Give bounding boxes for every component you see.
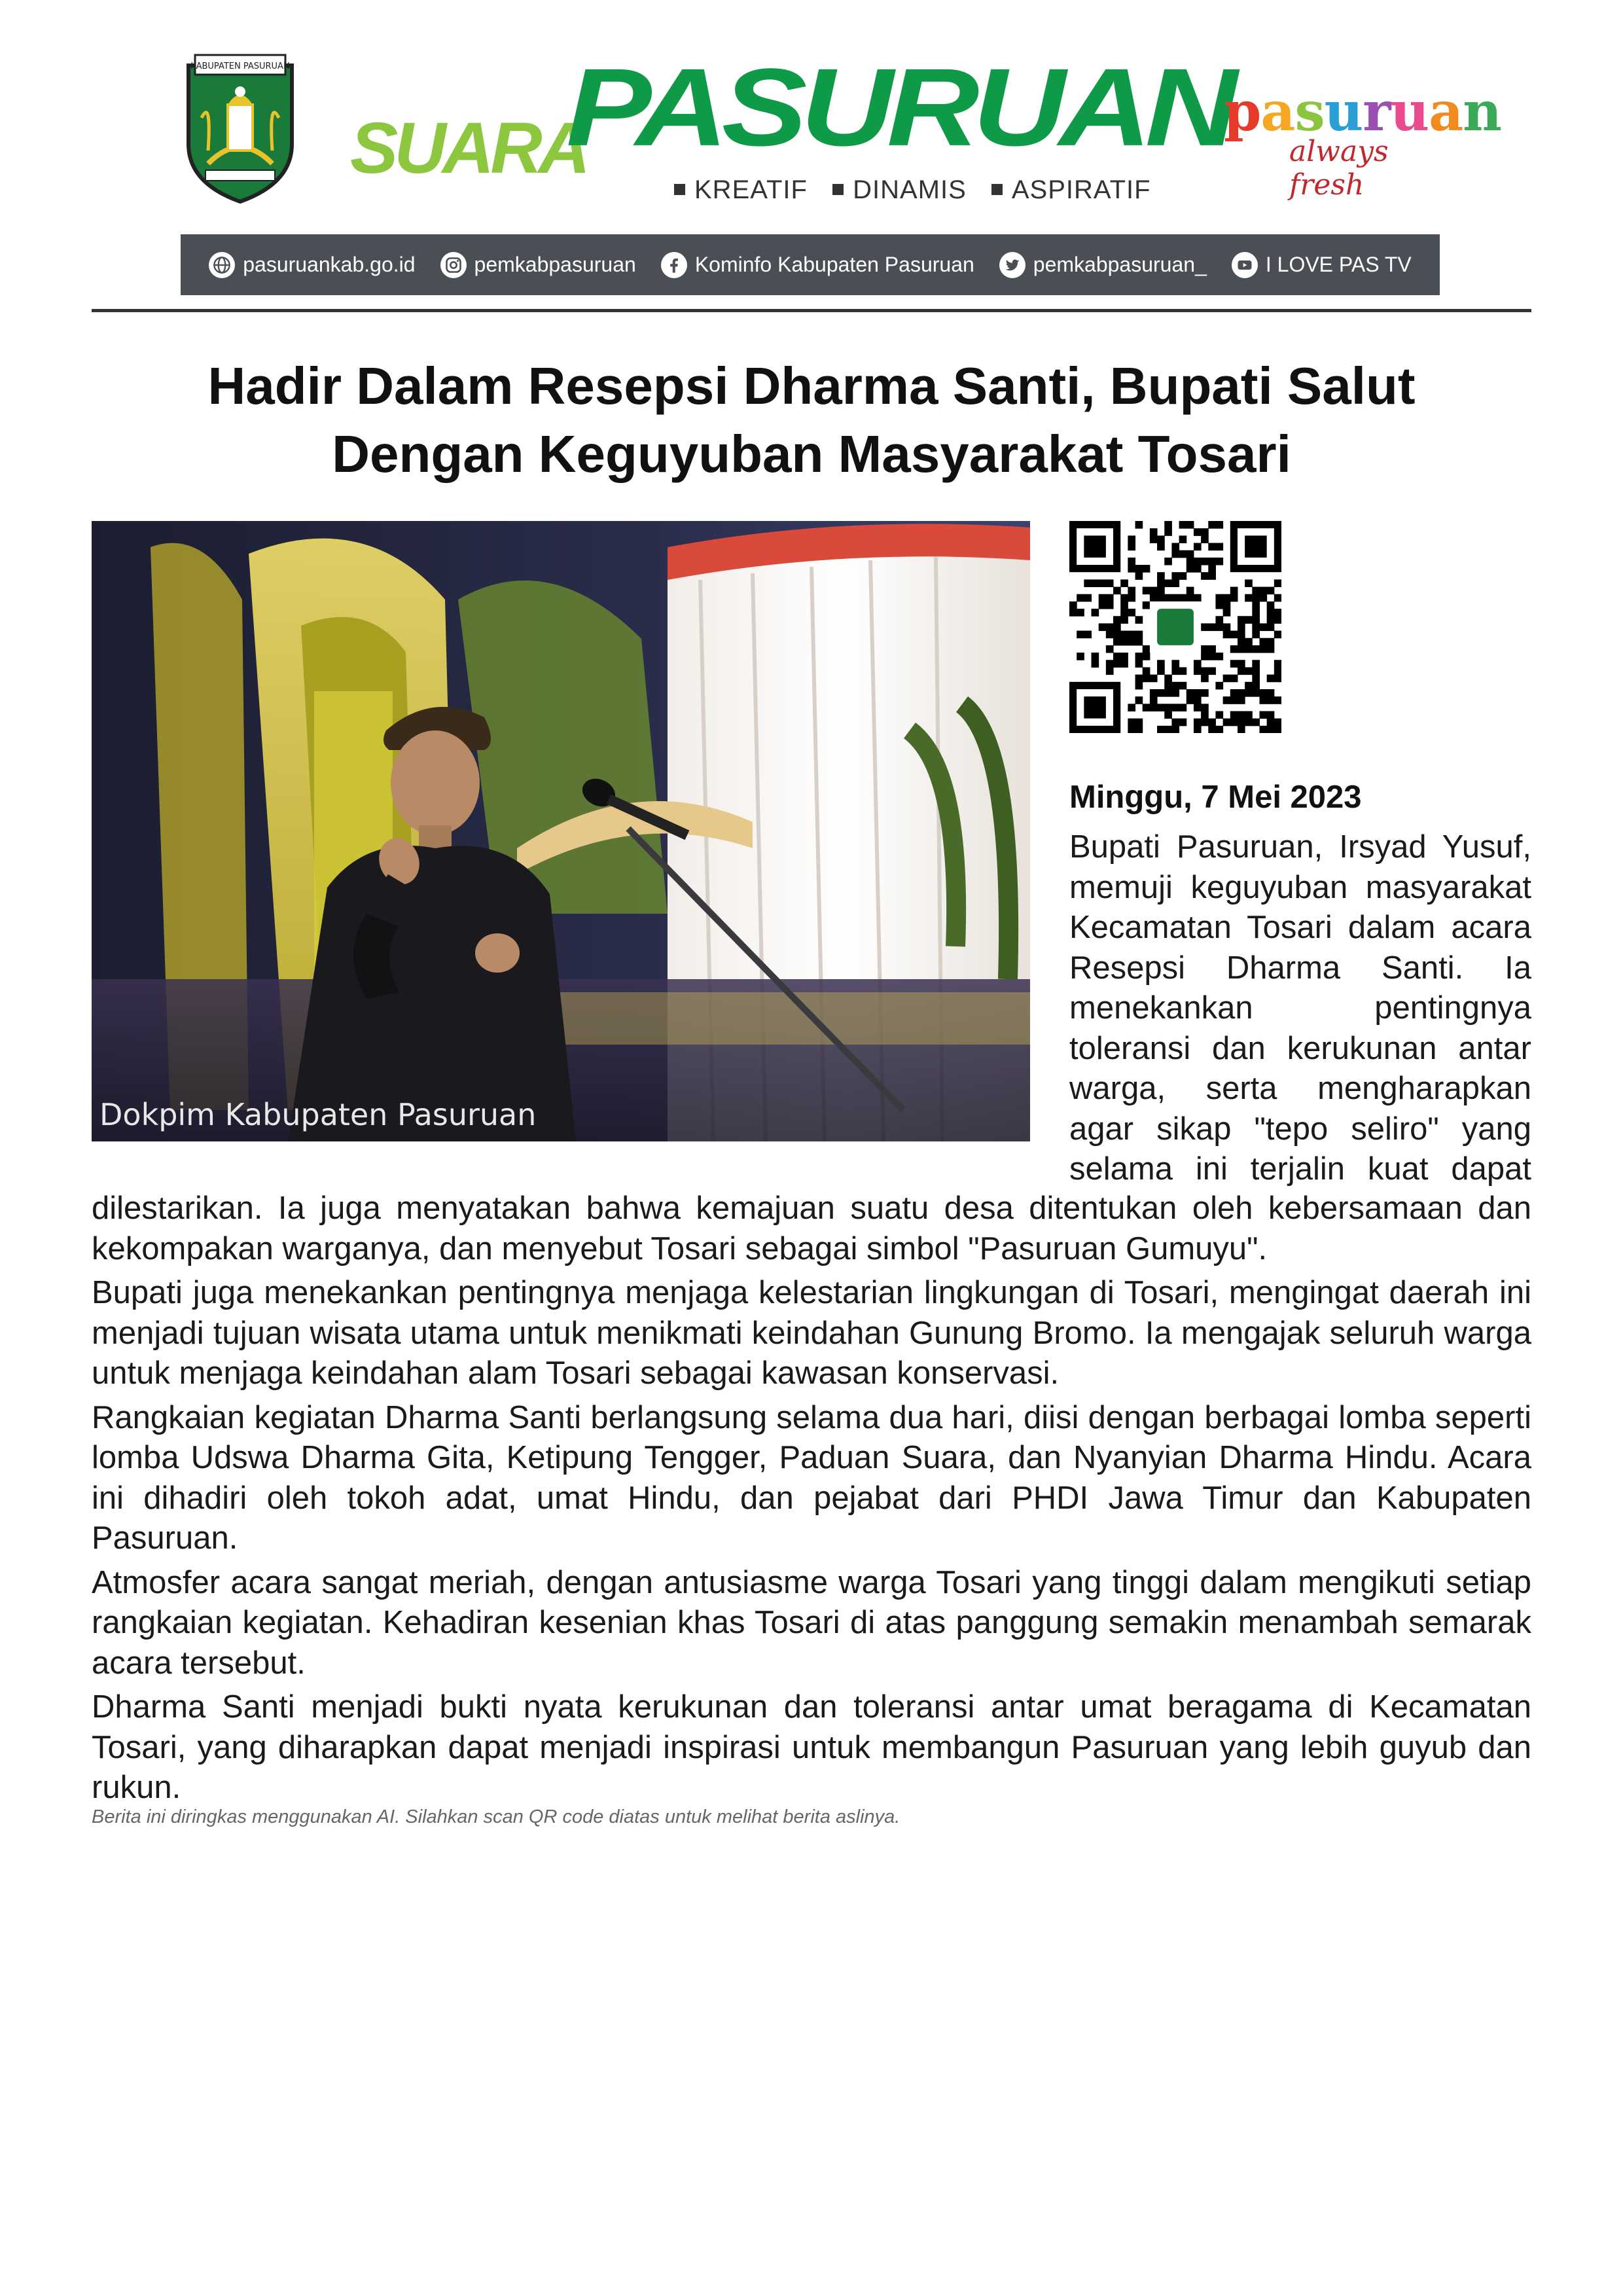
article-paragraph: Atmosfer acara sangat meriah, dengan antusiasme warga Tosari yang tinggi dalam mengikuti setiap rangkaian kegiatan. Kehadiran kesenian khas Tosari di atas panggung semakin menambah semarak acara tersebut. bbox=[92, 1564, 1531, 1681]
social-instagram-label: pemkabpasuruan bbox=[474, 253, 636, 276]
square-bullet-icon bbox=[991, 184, 1003, 195]
twitter-icon bbox=[999, 252, 1026, 278]
social-instagram[interactable] bbox=[440, 252, 636, 278]
article-paragraph: Bupati juga menekankan pentingnya menjaga kelestarian lingkungan di Tosari, mengingat daerah ini menjadi tujuan wisata utama untuk menikmati keindahan Gunung Bromo. Ia mengajak seluruh warga untuk menjaga keindahan alam Tosari sebagai kawasan konservasi. bbox=[92, 1275, 1531, 1391]
article-title-line2: Dengan Keguyuban Masyarakat Tosari bbox=[332, 425, 1291, 483]
article-paragraph: Dharma Santi menjadi bukti nyata kerukunan dan toleransi antar umat beragama di Kecamatan Tosari, yang diharapkan dapat menjadi inspirasi untuk membangun Pasuruan yang lebih guyub dan rukun. bbox=[92, 1689, 1531, 1805]
article-title-line1: Hadir Dalam Resepsi Dharma Santi, Bupati Salut bbox=[207, 357, 1416, 415]
youtube-icon bbox=[1232, 252, 1258, 278]
crest-label: KABUPATEN PASURUAN bbox=[190, 62, 290, 71]
regency-crest-logo bbox=[182, 52, 298, 204]
social-youtube[interactable] bbox=[1232, 252, 1412, 278]
social-twitter-label: pemkabpasuruan_ bbox=[1033, 253, 1207, 276]
social-facebook-label: Kominfo Kabupaten Pasuruan bbox=[694, 253, 974, 276]
tagline-item: DINAMIS bbox=[832, 175, 967, 205]
article-paragraph: Rangkaian kegiatan Dharma Santi berlangsung selama dua hari, diisi dengan berbagai lomba seperti lomba Udswa Dharma Gita, Ketipung Tengger, Paduan Suara, dan Nyanyian Dharma Hindu. Acara ini dihadiri oleh tokoh adat, umat Hindu, dan pejabat dari PHDI Jawa Timur dan Kabupaten Pasuruan. bbox=[92, 1399, 1531, 1556]
suara-pasuruan-logo bbox=[350, 45, 1232, 188]
photo-credit: Dokpim Kabupaten Pasuruan bbox=[99, 1097, 537, 1132]
square-bullet-icon bbox=[832, 184, 844, 195]
instagram-icon bbox=[440, 252, 467, 278]
tourism-tagline: always fresh bbox=[1289, 135, 1389, 202]
facebook-icon bbox=[661, 252, 687, 278]
social-media-bar bbox=[181, 234, 1440, 295]
header-divider bbox=[92, 309, 1531, 312]
article-lead-continued: dilestarikan. Ia juga menyatakan bahwa kemajuan suatu desa ditentukan oleh kebersamaan dan kekompakan warganya, dan menyebut Tosari sebagai simbol "Pasuruan Gumuyu". bbox=[92, 1191, 1531, 1266]
brand-suara-text: SUARA bbox=[350, 108, 587, 188]
pasuruan-always-fresh-logo bbox=[1224, 81, 1501, 202]
article-title bbox=[92, 352, 1531, 488]
square-bullet-icon bbox=[674, 184, 685, 195]
brand-pasuruan-text: PASURUAN bbox=[566, 45, 1232, 170]
qr-center-crest-icon bbox=[1157, 609, 1194, 645]
article-photo bbox=[92, 521, 1030, 1141]
globe-icon bbox=[209, 252, 235, 278]
social-twitter[interactable] bbox=[999, 252, 1207, 278]
article-body bbox=[92, 1189, 1531, 1808]
tagline-item: KREATIF bbox=[674, 175, 808, 205]
ai-disclaimer: Berita ini diringkas menggunakan AI. Silahkan scan QR code diatas untuk melihat berita aslinya. bbox=[92, 1806, 901, 1827]
social-youtube-label: I LOVE PAS TV bbox=[1265, 253, 1412, 276]
social-facebook[interactable] bbox=[661, 252, 974, 278]
article-lead: Bupati Pasuruan, Irsyad Yusuf, memuji keguyuban masyarakat Kecamatan Tosari dalam acara Resepsi Dharma Santi. Ia menekankan pentingnya toleransi dan kerukunan antar warga, serta mengharapkan agar sikap "tepo seliro" yang selama ini terjalin kuat dapat bbox=[1069, 829, 1531, 1187]
article-date: Minggu, 7 Mei 2023 bbox=[1069, 780, 1362, 815]
social-website-label: pasuruankab.go.id bbox=[243, 253, 416, 276]
tourism-word: pasuruan bbox=[1224, 81, 1501, 143]
tagline bbox=[674, 175, 1168, 205]
social-website[interactable] bbox=[209, 252, 415, 278]
qr-code[interactable] bbox=[1069, 521, 1281, 733]
tagline-item: ASPIRATIF bbox=[991, 175, 1151, 205]
